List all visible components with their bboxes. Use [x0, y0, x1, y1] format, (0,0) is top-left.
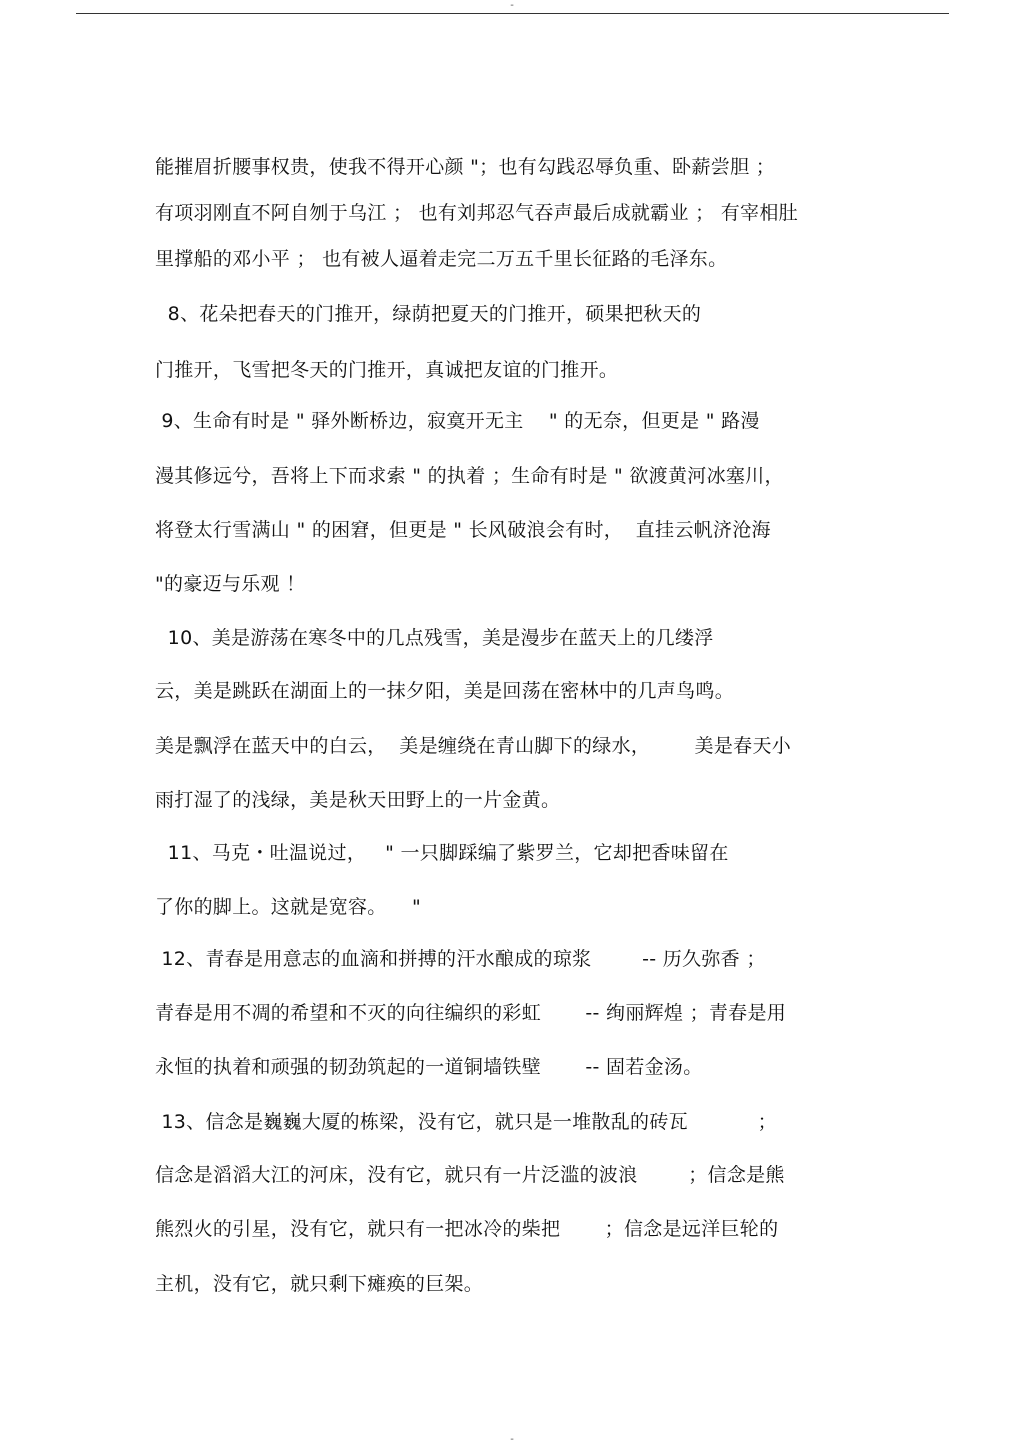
- text-line: 能摧眉折腰事权贵，使我不得开心颜 "；也有勾践忍辱负重、卧薪尝胆 ；: [155, 156, 776, 178]
- text-line: 门推开，飞雪把冬天的门推开，真诚把友谊的门推开。: [155, 359, 619, 381]
- text-line: 漫其修远兮，吾将上下而求索 " 的执着 ；生命有时是 " 欲渡黄河冰塞川，: [155, 465, 784, 487]
- text-line: 信念是滔滔大江的河床，没有它，就只有一片泛滥的波浪 ；信念是熊: [155, 1164, 785, 1186]
- text-line: 8、花朵把春天的门推开，绿荫把夏天的门推开，硕果把秋天的: [155, 303, 702, 325]
- text-line: 美是飘浮在蓝天中的白云， 美是缠绕在青山脚下的绿水， 美是春天小: [155, 735, 792, 757]
- text-line: 熊烈火的引星，没有它，就只有一把冰冷的柴把 ；信念是远洋巨轮的: [155, 1218, 779, 1240]
- text-line: 有项羽刚直不阿自刎于乌江 ； 也有刘邦忍气吞声最后成就霸业 ； 有宰相肚: [155, 202, 798, 224]
- text-line: 云，美是跳跃在湖面上的一抹夕阳，美是回荡在密林中的几声鸟鸣。: [155, 680, 735, 702]
- text-line: 青春是用不凋的希望和不灭的向往编织的彩虹 -- 绚丽辉煌 ；青春是用: [155, 1002, 787, 1024]
- text-line: 了你的脚上。这就是宽容。 ": [155, 896, 421, 918]
- text-line: 雨打湿了的浅绿，美是秋天田野上的一片金黄。: [155, 789, 561, 811]
- page-footer-mark: -: [510, 1434, 514, 1445]
- text-line: "的豪迈与乐观 ！: [155, 573, 306, 595]
- header-rule: [76, 13, 949, 14]
- text-line: 13、信念是巍巍大厦的栋梁，没有它，就只是一堆散乱的砖瓦 ；: [155, 1111, 777, 1133]
- text-line: 里撑船的邓小平 ； 也有被人逼着走完二万五千里长征路的毛泽东。: [155, 248, 728, 270]
- page-header-mark: -: [510, 0, 514, 11]
- text-line: 永恒的执着和顽强的韧劲筑起的一道铜墙铁壁 -- 固若金汤。: [155, 1056, 703, 1078]
- text-line: 12、青春是用意志的血滴和拼搏的汗水酿成的琼浆 -- 历久弥香 ；: [155, 948, 766, 970]
- text-line: 10、美是游荡在寒冬中的几点残雪，美是漫步在蓝天上的几缕浮: [155, 627, 714, 649]
- text-line: 将登太行雪满山 " 的困窘，但更是 " 长风破浪会有时， 直挂云帆济沧海: [155, 519, 771, 541]
- text-line: 11、马克・吐温说过， " 一只脚踩编了紫罗兰，它却把香味留在: [155, 842, 729, 864]
- text-line: 主机，没有它，就只剩下瘫痪的巨架。: [155, 1273, 484, 1295]
- text-line: 9、生命有时是 " 驿外断桥边，寂寞开无主 " 的无奈，但更是 " 路漫: [155, 410, 760, 432]
